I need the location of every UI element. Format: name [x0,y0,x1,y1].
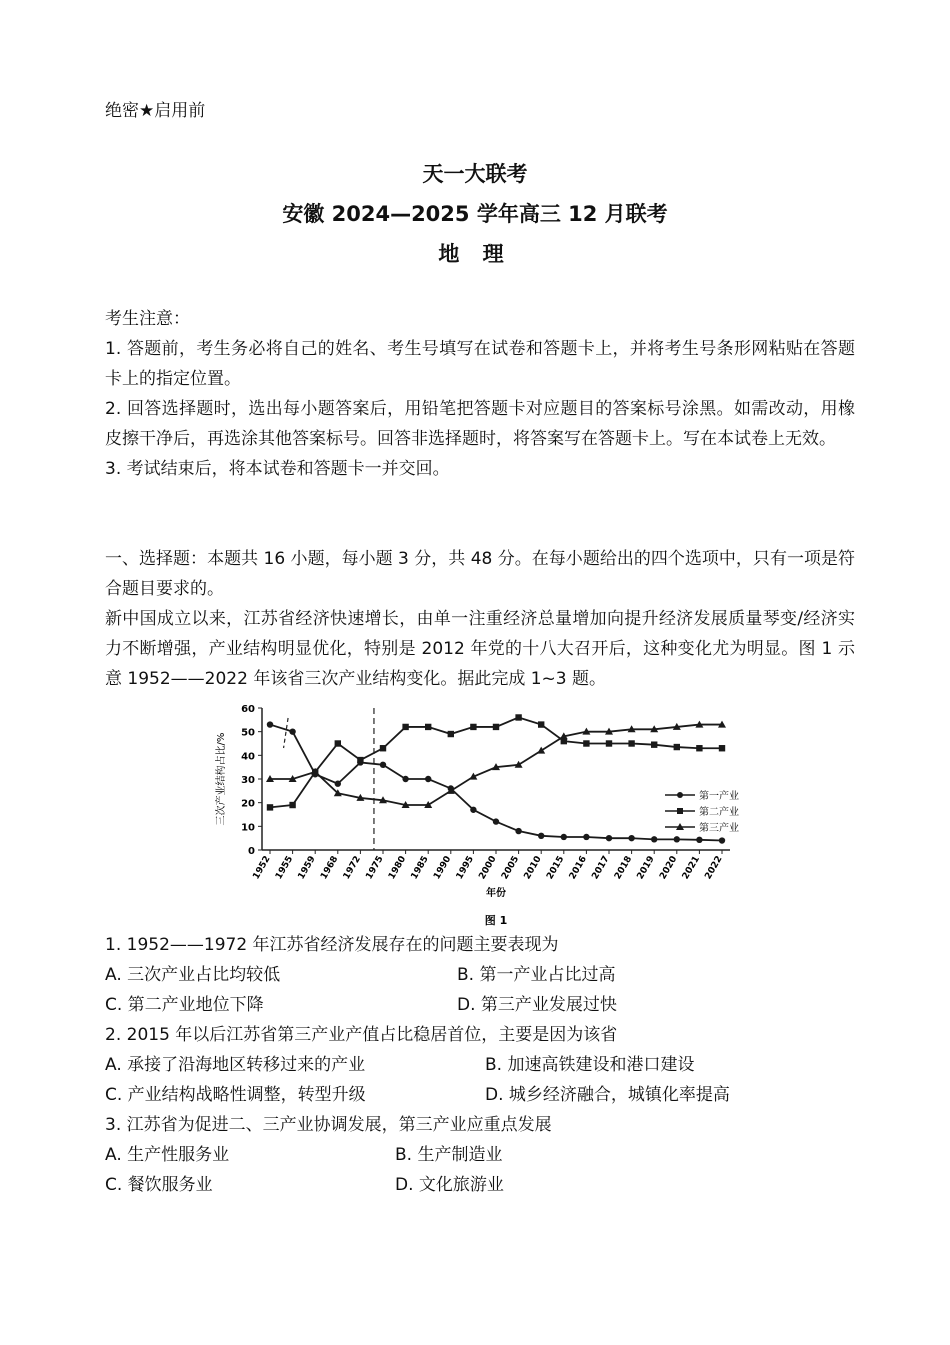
x-tick-label: 1990 [432,854,454,882]
legend-marker [677,792,683,798]
x-tick-label: 1995 [454,854,476,882]
data-point [561,834,567,840]
data-point [425,724,431,730]
option-d[interactable]: D. 第三产业发展过快 [457,995,617,1015]
x-tick-label: 2015 [545,854,567,882]
data-point [583,740,589,746]
option-c[interactable]: C. 第二产业地位下降 [105,995,264,1015]
notice-item: 1. 答题前，考生务必将自己的姓名、考生号填写在试卷和答题卡上，并将考生号条形网粘贴在答题卡上的指定位置。 [105,339,855,389]
data-point [470,807,476,813]
option-b[interactable]: B. 生产制造业 [395,1145,503,1165]
section-intro: 一、选择题：本题共 16 小题，每小题 3 分，共 48 分。在每小题给出的四个选项中，只有一项是符合题目要求的。 [105,549,855,599]
data-point [448,731,454,737]
y-tick-label: 60 [241,704,255,715]
x-tick-label: 2020 [658,854,680,882]
industry-structure-chart [210,700,740,930]
data-point [696,837,702,843]
x-tick-label: 2010 [522,854,544,882]
question-stem: 1. 1952——1972 年江苏省经济发展存在的问题主要表现为 [105,935,559,955]
data-point [628,835,634,841]
section-one [105,544,855,694]
option-a[interactable]: A. 三次产业占比均较低 [105,965,281,985]
question-stem: 2. 2015 年以后江苏省第三产业产值占比稳居首位，主要是因为该省 [105,1025,618,1045]
data-point [493,724,499,730]
x-tick-label: 2018 [613,854,635,882]
question-1 [105,930,865,1020]
option-c[interactable]: C. 餐饮服务业 [105,1175,213,1195]
data-point [651,836,657,842]
data-point [267,721,273,727]
exam-organizer-title: 天一大联考 [422,162,528,186]
data-point [537,747,545,754]
x-tick-label: 2000 [477,854,499,882]
data-point [402,724,408,730]
chart-title: 图 1 [484,914,508,927]
option-b[interactable]: B. 第一产业占比过高 [457,965,616,985]
question-2 [105,1020,865,1110]
y-tick-label: 40 [241,751,255,763]
notice-item: 2. 回答选择题时，选出每小题答案后，用铅笔把答题卡对应题目的答案标号涂黑。如需改动，用橡皮擦干净后，再选涂其他答案标号。回答非选择题时，将答案写在答题卡上。写在本试卷上无效。 [105,399,855,449]
option-d[interactable]: D. 文化旅游业 [395,1175,504,1195]
option-a[interactable]: A. 生产性服务业 [105,1145,230,1165]
data-point [402,776,408,782]
notice-heading: 考生注意： [105,309,190,329]
x-tick-label: 1952 [251,854,273,882]
x-tick-label: 2005 [500,854,522,882]
data-point [515,714,521,720]
option-a[interactable]: A. 承接了沿海地区转移过来的产业 [105,1055,366,1075]
option-b[interactable]: B. 加速高铁建设和港口建设 [485,1055,695,1075]
confidential-label: 绝密★启用前 [105,101,206,121]
x-tick-label: 1980 [387,854,409,882]
x-tick-label: 1968 [319,854,341,882]
data-point [719,745,725,751]
legend-label: 第一产业 [699,791,739,802]
data-point [289,802,295,808]
data-point [628,740,634,746]
option-d[interactable]: D. 城乡经济融合，城镇化率提高 [485,1085,730,1105]
x-tick-label: 1975 [364,854,386,882]
legend-label: 第三产业 [699,823,739,834]
x-tick-label: 2021 [680,854,702,882]
data-point [606,740,612,746]
y-tick-label: 30 [241,775,255,786]
x-tick-label: 1985 [409,854,431,882]
data-point [674,744,680,750]
y-axis-label: 三次产业结构占比/% [216,732,227,826]
period-divider [284,718,289,748]
notice-list [105,334,855,484]
data-point [493,818,499,824]
data-point [515,828,521,834]
question-3 [105,1110,865,1200]
y-tick-label: 50 [241,727,255,739]
subject-title: 地 理 [438,242,512,266]
legend-label: 第二产业 [699,807,739,818]
y-tick-label: 10 [241,822,255,834]
data-point [289,728,295,734]
data-point [696,745,702,751]
x-tick-label: 2019 [635,854,657,882]
x-tick-label: 2022 [703,854,725,882]
data-point [380,745,386,751]
data-point [357,757,363,763]
x-axis-label: 年份 [486,888,506,899]
data-point [380,762,386,768]
exam-title: 安徽 2024—2025 学年高三 12 月联考 [282,202,668,226]
data-point [335,740,341,746]
data-point [674,836,680,842]
data-point [538,833,544,839]
data-point [335,781,341,787]
data-point [267,804,273,810]
data-point [651,741,657,747]
x-tick-label: 1959 [296,854,318,882]
legend-marker [677,808,683,814]
option-c[interactable]: C. 产业结构战略性调整，转型升级 [105,1085,366,1105]
x-tick-label: 1955 [274,854,296,882]
data-point [425,776,431,782]
data-point [583,834,589,840]
question-stem: 3. 江苏省为促进二、三产业协调发展，第三产业应重点发展 [105,1115,552,1135]
data-point [470,724,476,730]
x-tick-label: 1972 [341,854,363,882]
passage-text: 新中国成立以来，江苏省经济快速增长，由单一注重经济总量增加向提升经济发展质量琴变/经济实力不断增强，产业结构明显优化，特别是 2012 年党的十八大召开后，这种变化尤为明显。图 1 示意 1952——2022 年该省三次产业结构变化。据此完成 1~3 题。 [105,609,855,689]
data-point [719,837,725,843]
data-point [606,835,612,841]
notice-item: 3. 考试结束后，将本试卷和答题卡一并交回。 [105,459,450,479]
data-point [538,721,544,727]
x-tick-label: 2016 [567,854,589,882]
x-tick-label: 2017 [590,854,612,882]
y-tick-label: 0 [248,846,255,857]
y-tick-label: 20 [241,798,255,810]
